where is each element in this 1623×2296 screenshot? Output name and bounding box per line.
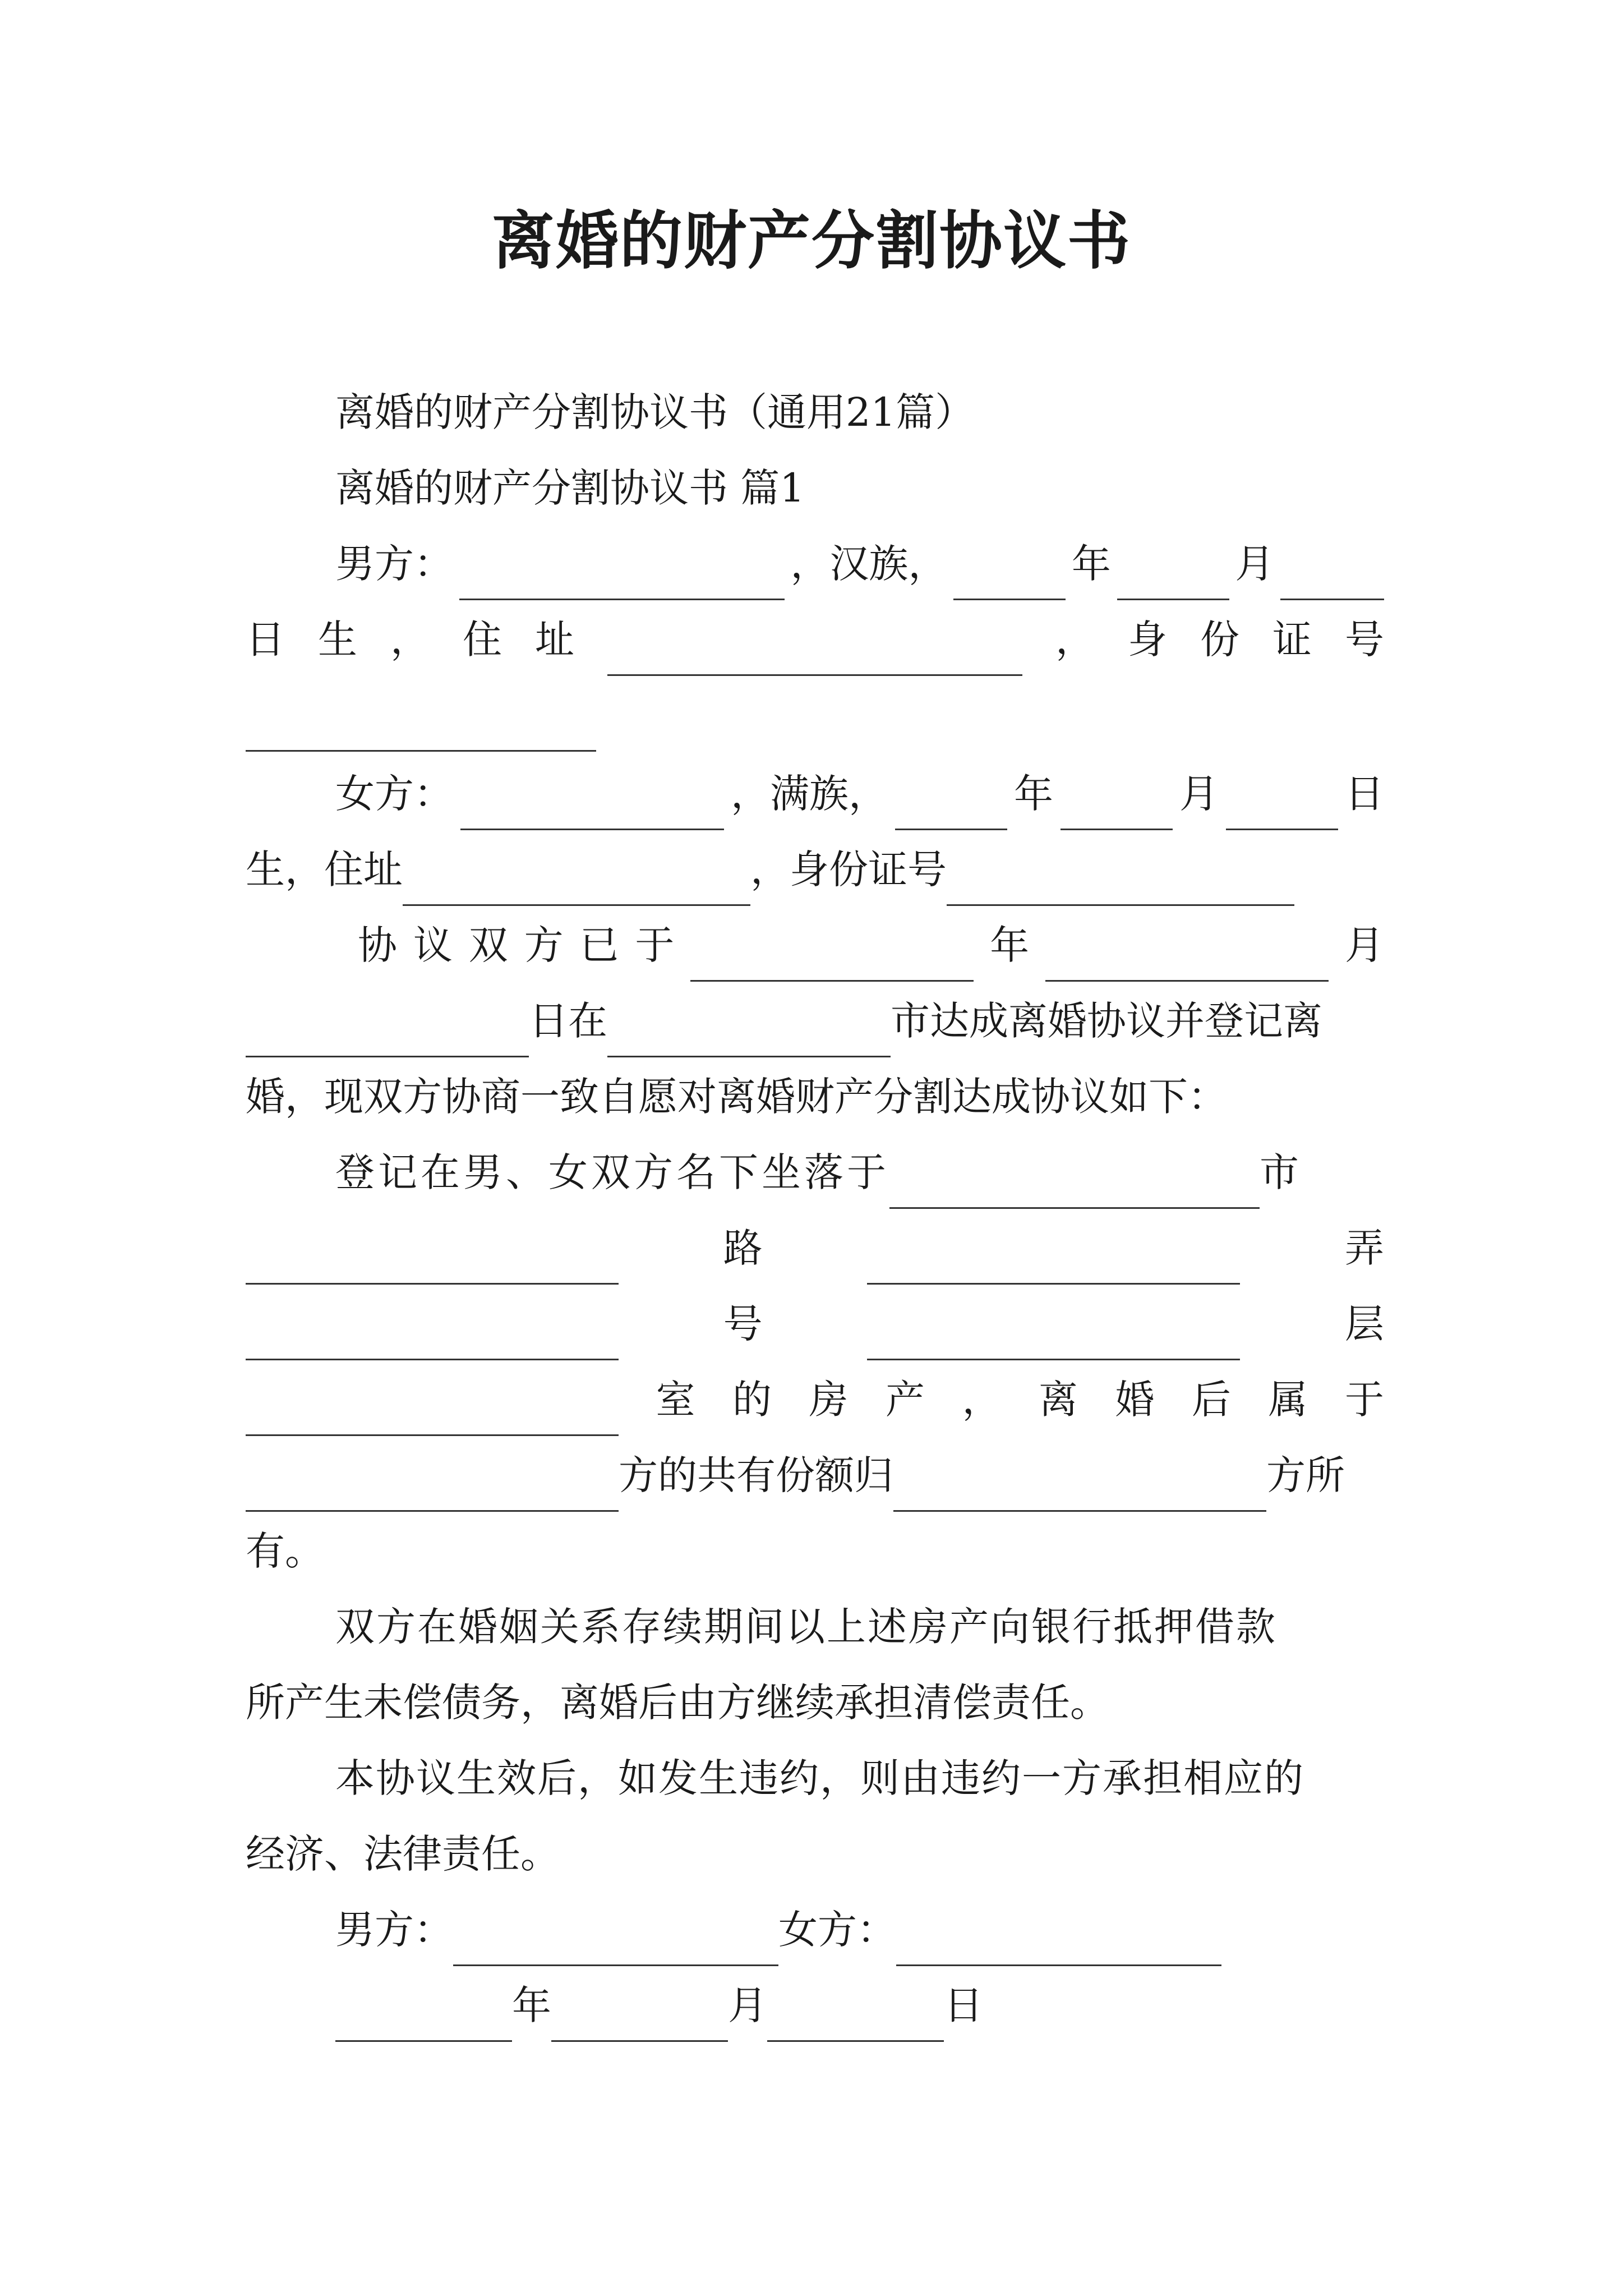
ethnicity-text: ，汉族， bbox=[790, 541, 948, 587]
text-char: 住 bbox=[463, 616, 502, 662]
agreement-day-blank[interactable] bbox=[246, 1007, 529, 1057]
signing-day-blank[interactable] bbox=[767, 1992, 944, 2042]
share-owner-blank[interactable] bbox=[893, 1462, 1266, 1512]
text-char: 议 bbox=[413, 922, 453, 968]
text-char: 后 bbox=[1192, 1377, 1231, 1423]
floor-blank[interactable] bbox=[867, 1310, 1240, 1360]
text-char: 址 bbox=[535, 616, 574, 662]
year-label: 年 bbox=[1071, 541, 1111, 587]
male-address-blank[interactable] bbox=[607, 626, 1022, 676]
room-blank[interactable] bbox=[246, 1386, 619, 1436]
male-name-blank[interactable] bbox=[459, 550, 785, 600]
document-title: 离婚的财产分割协议书 bbox=[492, 204, 1131, 278]
paragraph-line bbox=[246, 1666, 1384, 1739]
paragraph-line bbox=[246, 1515, 1384, 1588]
paragraph-line bbox=[246, 1818, 1384, 1890]
section-heading-text: 离婚的财产分割协议书 篇1 bbox=[335, 465, 805, 511]
paragraph-text: 本协议生效后，如发生违约，则由违约一方承担相应的 bbox=[335, 1755, 1304, 1801]
day-label: 日 bbox=[944, 1982, 983, 2028]
text-char: 份 bbox=[1200, 616, 1239, 662]
year-label: 年 bbox=[990, 922, 1030, 968]
month-label: 月 bbox=[1344, 922, 1384, 968]
birth-day-blank[interactable] bbox=[1280, 550, 1384, 600]
paragraph-text: 有。 bbox=[246, 1528, 324, 1574]
female-birth-day-blank[interactable] bbox=[1226, 780, 1338, 830]
property-city-blank[interactable] bbox=[889, 1159, 1260, 1209]
female-id-blank[interactable] bbox=[947, 856, 1294, 906]
female-address-blank[interactable] bbox=[403, 856, 750, 906]
female-signature-label: 女方： bbox=[778, 1907, 896, 1953]
text-char: ， bbox=[1055, 616, 1095, 662]
male-party-line bbox=[246, 527, 1384, 600]
text-char: ， bbox=[390, 616, 430, 662]
road-blank[interactable] bbox=[246, 1235, 619, 1285]
agreement-place-line bbox=[246, 984, 1384, 1057]
text-char: 生 bbox=[318, 616, 357, 662]
section-heading bbox=[246, 452, 1384, 524]
month-label: 月 bbox=[728, 1982, 767, 2028]
text-char: 双 bbox=[468, 922, 508, 968]
male-id-blank[interactable] bbox=[246, 702, 596, 752]
text-char: 于 bbox=[635, 922, 675, 968]
year-label: 年 bbox=[512, 1982, 551, 2028]
male-signature-blank[interactable] bbox=[453, 1916, 778, 1966]
property-road-line bbox=[246, 1212, 1384, 1285]
paragraph-text: 所产生未偿债务，离婚后由方继续承担清偿责任。 bbox=[246, 1680, 1109, 1726]
birth-year-blank[interactable] bbox=[953, 550, 1066, 600]
female-label: 女方： bbox=[335, 771, 453, 817]
text-char: 证 bbox=[1272, 616, 1312, 662]
address-label: 生，住址 bbox=[246, 846, 403, 892]
female-birth-month-blank[interactable] bbox=[1061, 780, 1173, 830]
male-id-line bbox=[246, 679, 1384, 752]
text-char: 属 bbox=[1268, 1377, 1308, 1423]
share-party-blank[interactable] bbox=[246, 1462, 619, 1512]
paragraph-line bbox=[246, 1590, 1384, 1663]
subtitle-line bbox=[246, 376, 1384, 449]
signing-date-line bbox=[246, 1969, 1384, 2042]
text-char: ， bbox=[962, 1377, 1002, 1423]
male-address-line bbox=[246, 603, 1384, 676]
text-char: 号 bbox=[1345, 616, 1384, 662]
text-char: 离 bbox=[1039, 1377, 1078, 1423]
female-birth-year-blank[interactable] bbox=[895, 780, 1007, 830]
text-char: 协 bbox=[358, 922, 397, 968]
female-party-line bbox=[246, 757, 1384, 830]
road-label: 路 bbox=[723, 1225, 763, 1271]
text-run: 方的共有份额归 bbox=[619, 1452, 893, 1498]
female-address-line bbox=[246, 833, 1384, 906]
property-room-line bbox=[246, 1363, 1384, 1436]
text-char: 方 bbox=[524, 922, 564, 968]
female-name-blank[interactable] bbox=[460, 780, 724, 830]
number-blank[interactable] bbox=[246, 1310, 619, 1360]
agreement-date-line bbox=[246, 909, 1384, 982]
paragraph-line bbox=[246, 1742, 1384, 1815]
birth-month-blank[interactable] bbox=[1117, 550, 1229, 600]
paragraph-line bbox=[246, 1060, 1384, 1133]
agreement-month-blank[interactable] bbox=[1045, 932, 1329, 982]
property-line bbox=[246, 1136, 1384, 1209]
text-run: 方所 bbox=[1266, 1452, 1345, 1498]
floor-label: 层 bbox=[1344, 1301, 1384, 1347]
text-char: 市 bbox=[1260, 1149, 1299, 1195]
agreement-year-blank[interactable] bbox=[690, 932, 974, 982]
lane-blank[interactable] bbox=[867, 1235, 1240, 1285]
month-label: 月 bbox=[1235, 541, 1275, 587]
year-label: 年 bbox=[1014, 771, 1053, 817]
signature-line bbox=[246, 1893, 1384, 1966]
paragraph-text: 双方在婚姻关系存续期间以上述房产向银行抵押借款 bbox=[335, 1604, 1277, 1650]
text-run: 日在 bbox=[529, 998, 607, 1044]
month-label: 月 bbox=[1179, 771, 1219, 817]
text-char: 的 bbox=[732, 1377, 772, 1423]
paragraph-text: 经济、法律责任。 bbox=[246, 1831, 560, 1877]
text-char: 于 bbox=[1345, 1377, 1384, 1423]
text-run: 市达成离婚协议并登记离 bbox=[891, 998, 1322, 1044]
female-signature-blank[interactable] bbox=[896, 1916, 1221, 1966]
day-label: 日 bbox=[246, 616, 285, 662]
text-run: 登记在男、女双方名下坐落于 bbox=[335, 1149, 889, 1195]
property-number-line bbox=[246, 1287, 1384, 1360]
subtitle-text: 离婚的财产分割协议书（通用21篇） bbox=[335, 389, 975, 435]
agreement-city-blank[interactable] bbox=[607, 1007, 891, 1057]
signing-month-blank[interactable] bbox=[551, 1992, 728, 2042]
text-char: 产 bbox=[886, 1377, 925, 1423]
number-label: 号 bbox=[723, 1301, 763, 1347]
share-line bbox=[246, 1439, 1384, 1512]
text-char: 身 bbox=[1128, 616, 1167, 662]
text-char: 已 bbox=[579, 922, 619, 968]
ethnicity-text: ，满族， bbox=[731, 771, 888, 817]
paragraph-text: 婚，现双方协商一致自愿对离婚财产分割达成协议如下： bbox=[246, 1074, 1227, 1120]
text-char: 室 bbox=[656, 1377, 695, 1423]
male-label: 男方： bbox=[335, 541, 453, 587]
lane-label: 弄 bbox=[1344, 1225, 1384, 1271]
signing-year-blank[interactable] bbox=[335, 1992, 512, 2042]
text-char: 婚 bbox=[1115, 1377, 1155, 1423]
male-signature-label: 男方： bbox=[335, 1907, 453, 1953]
day-label: 日 bbox=[1345, 771, 1384, 817]
text-char: 房 bbox=[809, 1377, 849, 1423]
id-label: ，身份证号 bbox=[750, 846, 947, 892]
